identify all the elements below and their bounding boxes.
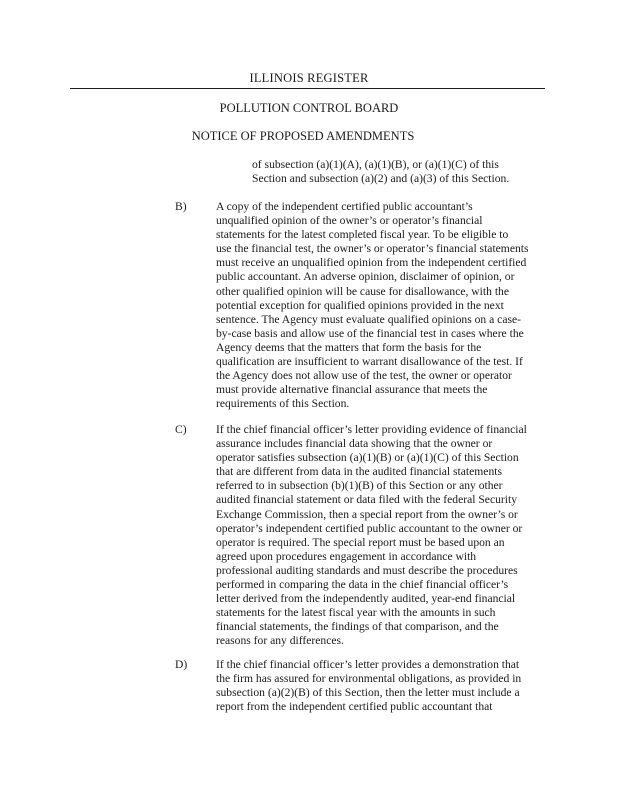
paragraph-marker: C) <box>175 423 187 436</box>
paragraph-text <box>216 200 545 411</box>
paragraph-marker: D) <box>175 658 188 671</box>
text-line: A copy of the independent certified public accountant’s <box>216 200 473 213</box>
header-rule <box>70 88 545 89</box>
text-line: performed in comparing the data in the chief financial officer’s <box>216 578 509 592</box>
text-line: reasons for any differences. <box>216 634 344 648</box>
text-line: potential exception for qualified opinions provided in the next <box>216 298 504 312</box>
text-line: unqualified opinion of the owner’s or operator’s financial <box>216 214 483 228</box>
text-line: qualification are insufficient to warrant disallowance of the test. If <box>216 355 523 369</box>
text-line: subsection (a)(2)(B) of this Section, then the letter must include a <box>216 686 520 700</box>
text-line: operator’s independent certified public accountant to the owner or <box>216 521 523 535</box>
text-line: report from the independent certified public accountant that <box>216 700 493 714</box>
text-line: requirements of this Section. <box>216 397 350 411</box>
text-line: public accountant. An adverse opinion, disclaimer of opinion, or <box>216 270 515 284</box>
text-line: of subsection (a)(1)(A), (a)(1)(B), or (a)(1)(C) of this <box>252 158 499 171</box>
text-line: the Agency does not allow use of the test, the owner or operator <box>216 369 512 383</box>
notice-title: NOTICE OF PROPOSED AMENDMENTS <box>191 129 415 143</box>
text-line: statements for the latest completed fiscal year. To be eligible to <box>216 228 509 242</box>
paragraph-text <box>216 658 545 714</box>
intro-continuation <box>252 158 552 186</box>
text-line: financial statements, the findings of that comparison, and the <box>216 620 499 634</box>
text-line: the firm has assured for environmental obligations, as provided in <box>216 672 522 686</box>
text-line: If the chief financial officer’s letter providing evidence of financial <box>216 423 527 436</box>
text-line: letter derived from the independently audited, year-end financial <box>216 592 516 606</box>
text-line: Section and subsection (a)(2) and (a)(3) of this Section. <box>252 172 510 186</box>
text-line: agreed upon procedures engagement in accordance with <box>216 549 477 563</box>
paragraph-marker: B) <box>175 200 187 213</box>
text-line: must provide alternative financial assurance that meets the <box>216 383 488 397</box>
text-line: Agency deems that the matters that form the basis for the <box>216 340 482 354</box>
text-line: other qualified opinion will be cause for disallowance, with the <box>216 284 509 298</box>
text-line: by-case basis and allow use of the financial test in cases where the <box>216 326 524 340</box>
text-line: audited financial statement or data filed with the federal Security <box>216 493 517 507</box>
text-line: statements for the latest fiscal year with the amounts in such <box>216 606 496 620</box>
text-line: referred to in subsection (b)(1)(B) of this Section or any other <box>216 479 503 493</box>
text-line: that are different from data in the audited financial statements <box>216 465 502 479</box>
text-line: operator is required. The special report must be based upon an <box>216 535 505 549</box>
register-title: ILLINOIS REGISTER <box>249 71 369 85</box>
text-line: operator satisfies subsection (a)(1)(B) or (a)(1)(C) of this Section <box>216 451 519 465</box>
text-line: must receive an unqualified opinion from the independent certified <box>216 256 527 270</box>
text-line: use the financial test, the owner’s or operator’s financial statements <box>216 242 529 256</box>
text-line: If the chief financial officer’s letter provides a demonstration that <box>216 658 520 671</box>
text-line: professional auditing standards and must describe the procedures <box>216 563 518 577</box>
text-line: Exchange Commission, then a special report from the owner’s or <box>216 507 518 521</box>
text-line: sentence. The Agency must evaluate qualified opinions on a case- <box>216 312 521 326</box>
board-name: POLLUTION CONTROL BOARD <box>219 101 399 115</box>
text-line: assurance includes financial data showing that the owner or <box>216 437 493 451</box>
paragraph-text <box>216 423 545 649</box>
